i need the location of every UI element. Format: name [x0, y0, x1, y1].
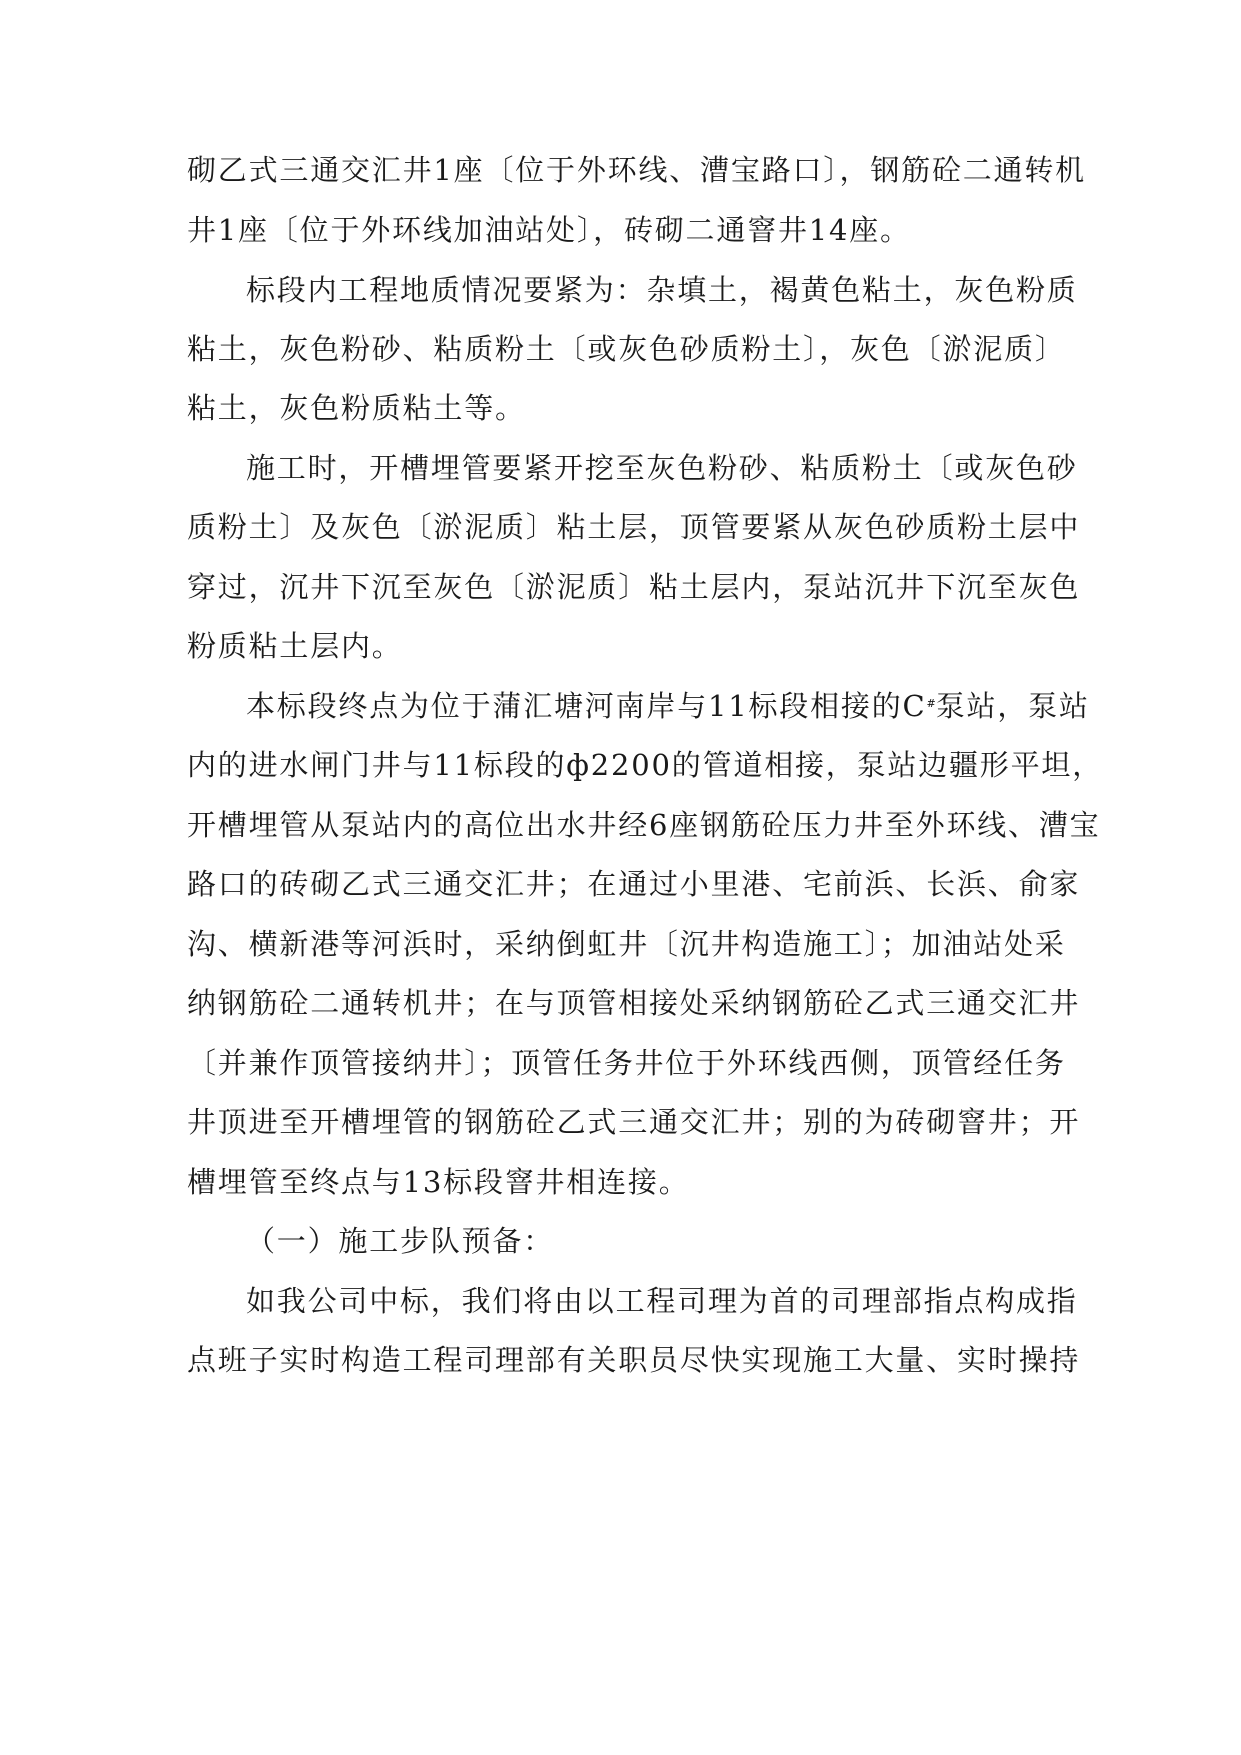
paragraph-line: 〔并兼作顶管接纳井〕；顶管任务井位于外环线西侧，顶管经任务 [187, 1046, 1066, 1080]
paragraph-line: 点班子实时构造工程司理部有关职员尽快实现施工大量、实时操持 [187, 1343, 1081, 1377]
section-heading: （一）施工步队预备： [246, 1224, 555, 1258]
superscript-mark: # [926, 697, 936, 710]
paragraph-line: 粘土，灰色粉砂、粘质粉土〔或灰色砂质粉土〕，灰色〔淤泥质〕 [187, 332, 1066, 366]
paragraph-line: 沟、横新港等河浜时，采纳倒虹井〔沉井构造施工〕；加油站处采 [187, 927, 1066, 961]
paragraph-line: 穿过，沉井下沉至灰色〔淤泥质〕粘土层内，泵站沉井下沉至灰色 [187, 570, 1081, 604]
paragraph-line: 如我公司中标，我们将由以工程司理为首的司理部指点构成指 [246, 1284, 1078, 1318]
line-text: 泵站，泵站 [935, 689, 1090, 723]
paragraph-line: 井1座〔位于外环线加油站处〕，砖砌二通窨井14座。 [187, 213, 911, 247]
paragraph-line: 纳钢筋砼二通转机井；在与顶管相接处采纳钢筋砼乙式三通交汇井 [187, 986, 1081, 1020]
paragraph-line: 粘土，灰色粉质粘土等。 [187, 391, 526, 425]
paragraph-line: 标段内工程地质情况要紧为：杂填土，褐黄色粘土，灰色粉质 [246, 273, 1078, 307]
paragraph-line: 槽埋管至终点与13标段窨井相连接。 [187, 1165, 690, 1199]
paragraph-line: 质粉土〕及灰色〔淤泥质〕粘土层，顶管要紧从灰色砂质粉土层中 [187, 510, 1081, 544]
paragraph-line: 内的进水闸门井与11标段的ф2200的管道相接，泵站边疆形平坦， [187, 748, 1104, 782]
paragraph-line [246, 686, 1090, 726]
paragraph-line: 路口的砖砌乙式三通交汇井；在通过小里港、宅前浜、长浜、俞家 [187, 867, 1081, 901]
paragraph-line: 砌乙式三通交汇井1座〔位于外环线、漕宝路口〕，钢筋砼二通转机 [187, 153, 1086, 187]
paragraph-line: 井顶进至开槽埋管的钢筋砼乙式三通交汇井；别的为砖砌窨井；开 [187, 1105, 1081, 1139]
paragraph-line: 粉质粘土层内。 [187, 629, 403, 663]
paragraph-line: 开槽埋管从泵站内的高位出水井经6座钢筋砼压力井至外环线、漕宝 [187, 808, 1101, 842]
paragraph-line: 施工时，开槽埋管要紧开挖至灰色粉砂、粘质粉土〔或灰色砂 [246, 451, 1078, 485]
line-text: 本标段终点为位于蒲汇塘河南岸与11标段相接的C [246, 689, 927, 723]
